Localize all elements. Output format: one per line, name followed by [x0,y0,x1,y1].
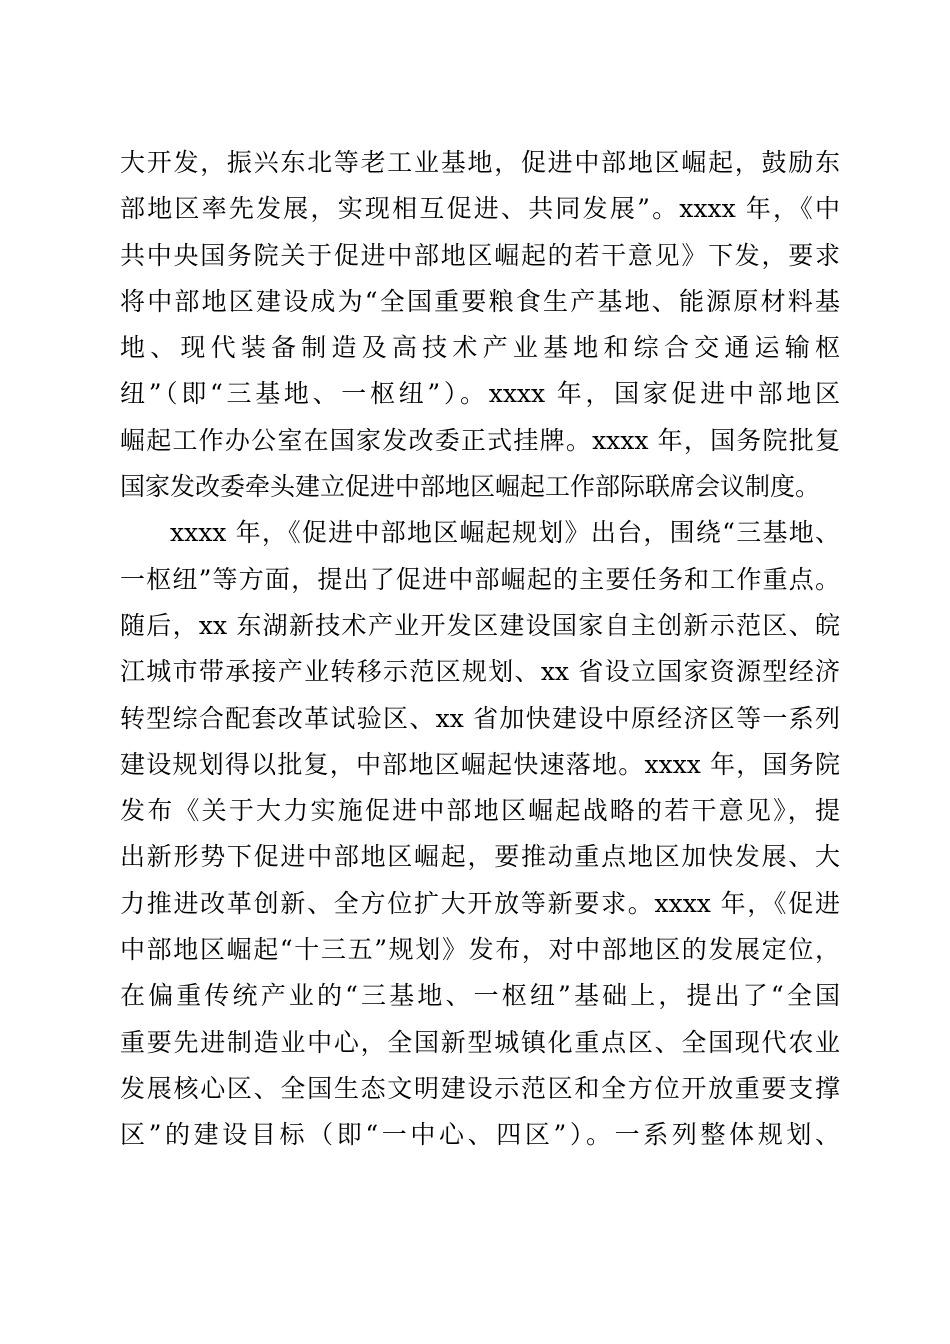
text-line: 发展核心区、全国生态文明建设示范区和全方位开放重要支撑 [120,1073,840,1103]
text-line: 部地区率先发展，实现相互促进、共同发展”。xxxx 年，《中 [120,194,840,224]
text-line: 随后，xx 东湖新技术产业开发区建设国家自主创新示范区、皖 [120,610,840,640]
text-line: 地、现代装备制造及高技术产业基地和综合交通运输枢 [120,333,840,363]
text-line: 力推进改革创新、全方位扩大开放等新要求。xxxx 年，《促进 [120,888,840,918]
text-line: 江城市带承接产业转移示范区规划、xx 省设立国家资源型经济 [120,657,840,687]
text-line: 将中部地区建设成为“全国重要粮食生产基地、能源原材料基 [120,286,840,316]
text-line: 大开发，振兴东北等老工业基地，促进中部地区崛起，鼓励东 [120,148,840,177]
text-line: xxxx 年，《促进中部地区崛起规划》出台，围绕“三基地、 [170,518,840,548]
text-line: 共中央国务院关于促进中部地区崛起的若干意见》下发，要求 [120,240,840,270]
text-line: 中部地区崛起“十三五”规划》发布，对中部地区的发展定位， [120,935,840,965]
text-line: 国家发改委牵头建立促进中部地区崛起工作部际联席会议制度。 [120,472,821,502]
text-line: 出新形势下促进中部地区崛起，要推动重点地区加快发展、大 [120,842,840,872]
body-text [120,140,840,1159]
text-line: 区”的建设目标（即“一中心、四区”）。一系列整体规划、 [120,1120,840,1150]
text-line: 在偏重传统产业的“三基地、一枢纽”基础上，提出了“全国 [120,981,840,1011]
text-line: 发布《关于大力实施促进中部地区崛起战略的若干意见》，提 [120,796,840,826]
text-line: 一枢纽”等方面，提出了促进中部崛起的主要任务和工作重点。 [120,564,840,594]
text-line: 崛起工作办公室在国家发改委正式挂牌。xxxx 年，国务院批复 [120,425,840,455]
text-line: 纽”（即“三基地、一枢纽”）。xxxx 年，国家促进中部地区 [120,379,840,409]
text-line: 建设规划得以批复，中部地区崛起快速落地。xxxx 年，国务院 [120,749,840,779]
text-line: 重要先进制造业中心，全国新型城镇化重点区、全国现代农业 [120,1027,840,1057]
text-line: 转型综合配套改革试验区、xx 省加快建设中原经济区等一系列 [120,703,840,733]
